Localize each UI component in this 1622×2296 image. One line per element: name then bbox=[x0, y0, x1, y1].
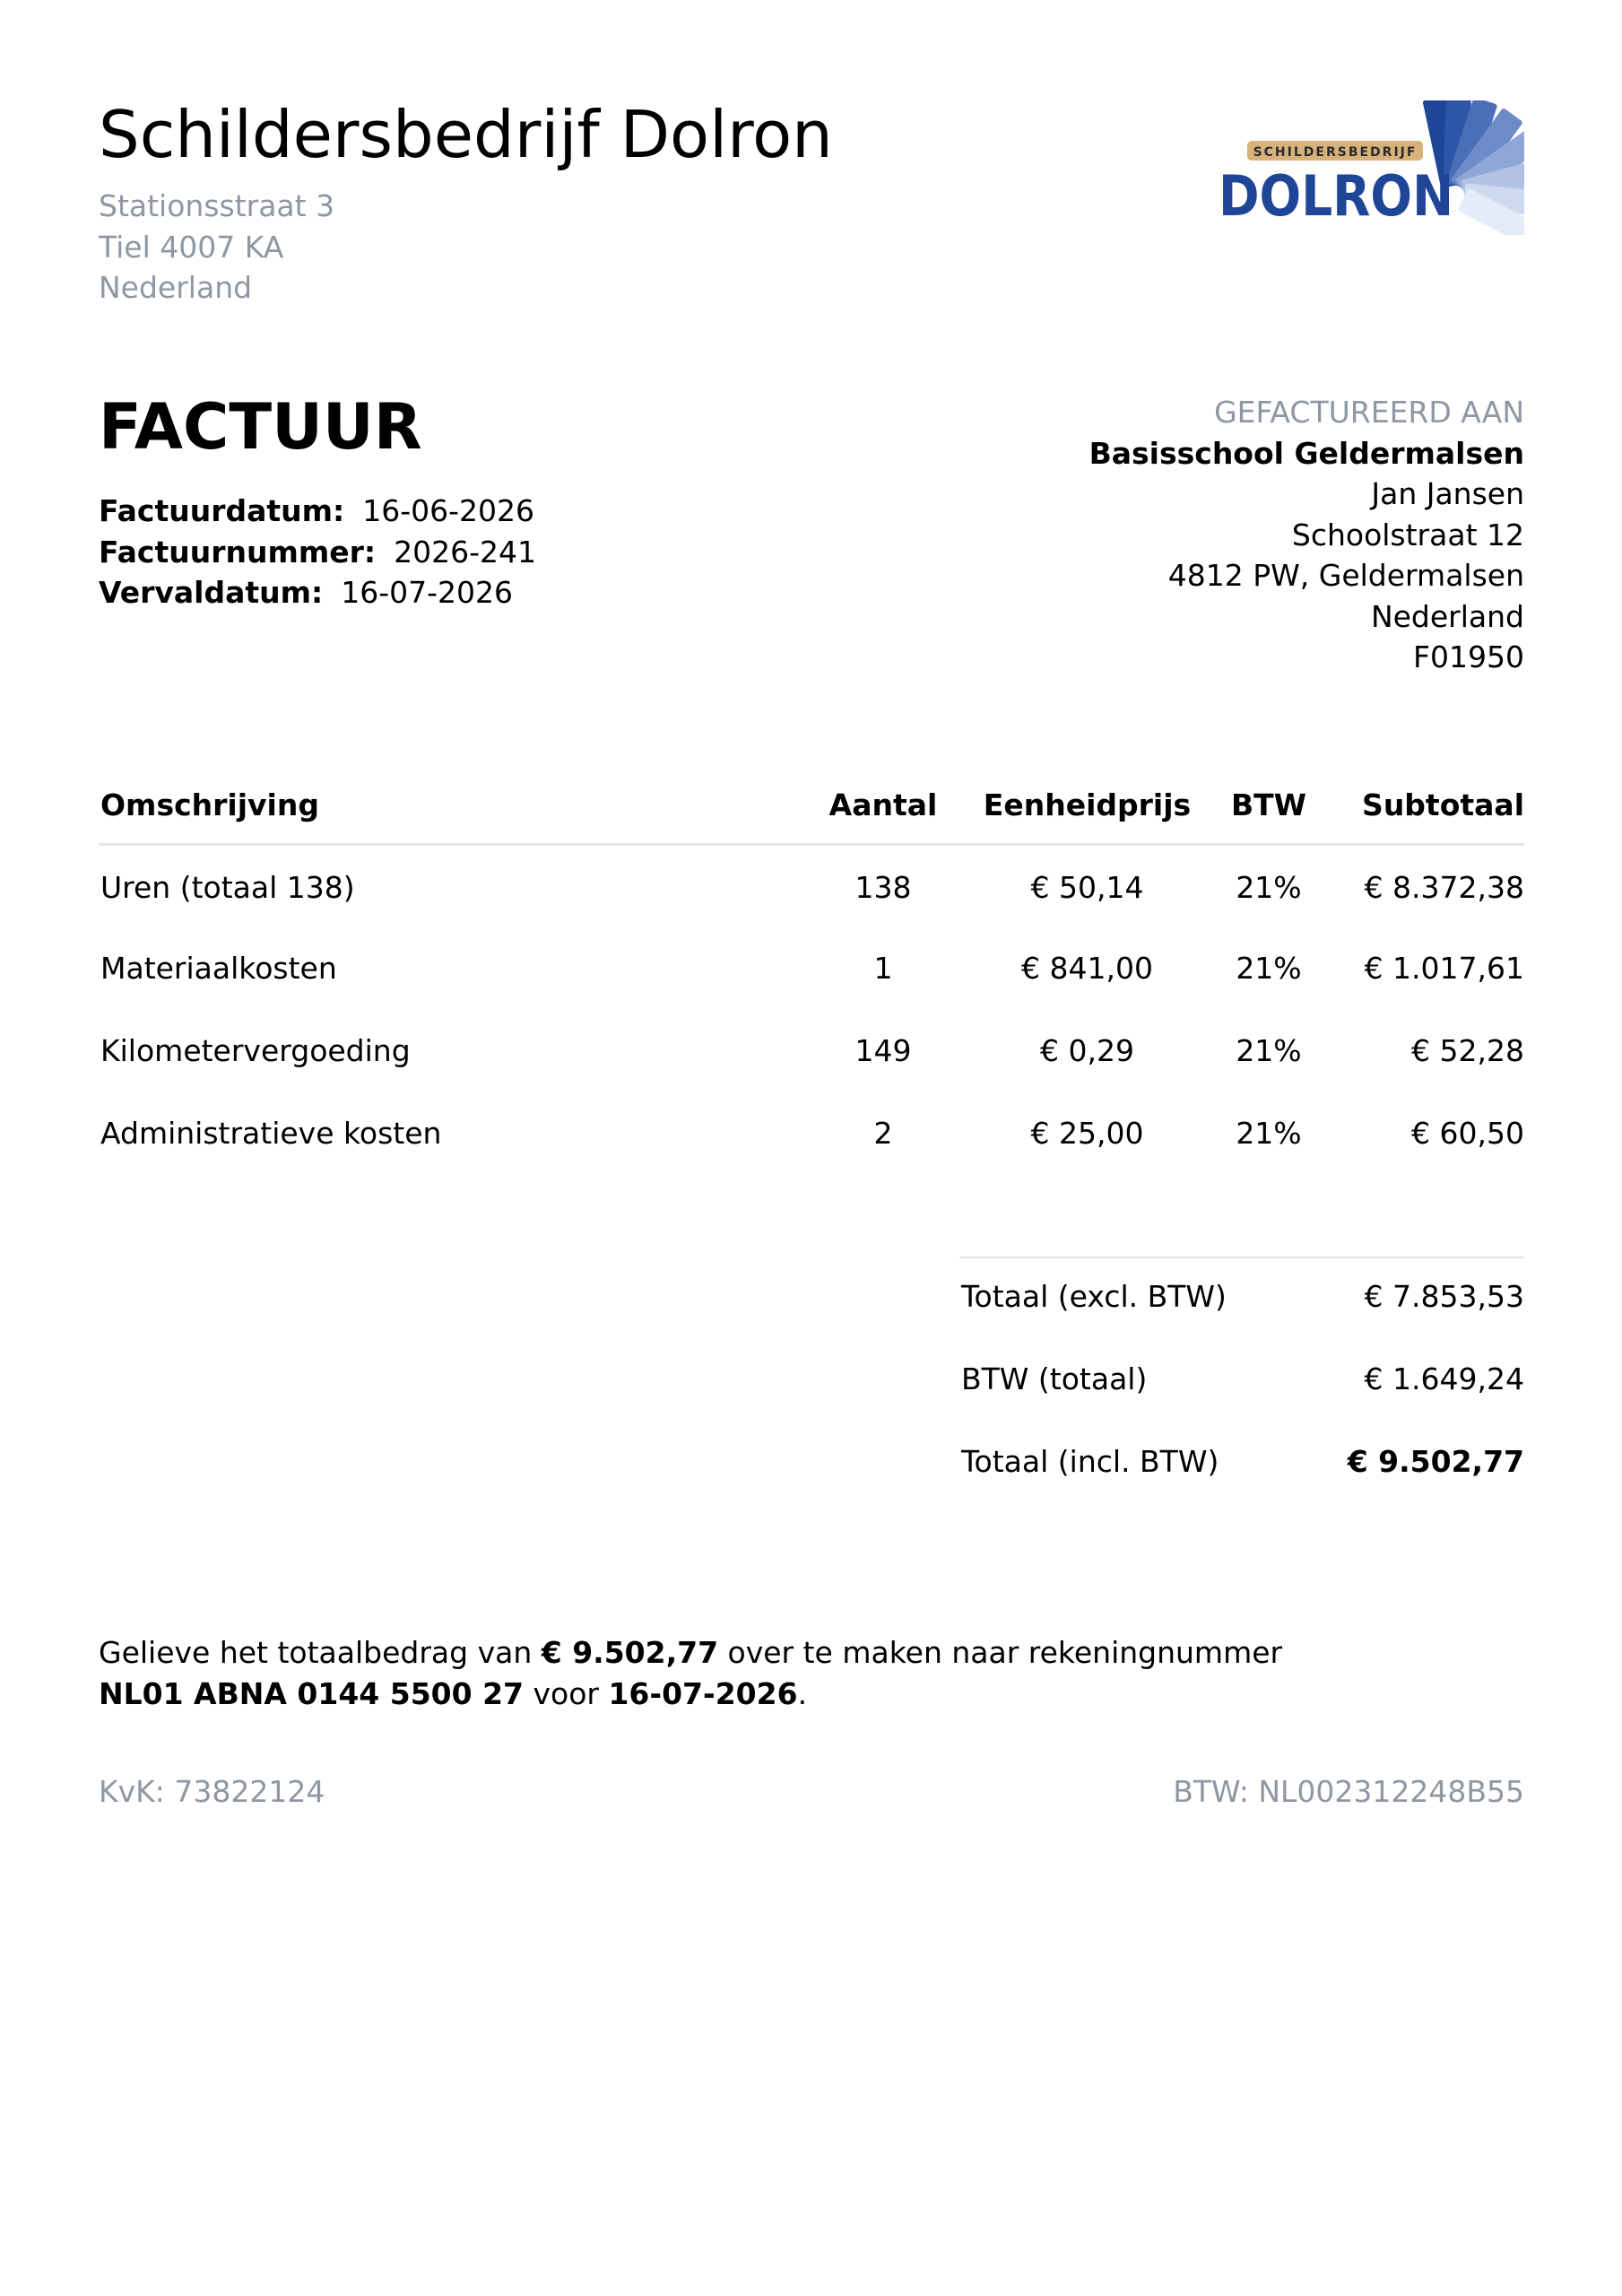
table-row-quantity: 138 bbox=[854, 870, 912, 905]
column-header-subtotal: Subtotaal bbox=[1362, 787, 1524, 822]
total-incl-label: Totaal (incl. BTW) bbox=[961, 1444, 1219, 1479]
table-row-unit-price: € 50,14 bbox=[1030, 870, 1144, 905]
company-city: Tiel 4007 KA bbox=[99, 230, 284, 265]
totals-divider bbox=[959, 1257, 1524, 1258]
table-row-description: Uren (totaal 138) bbox=[100, 870, 355, 905]
payment-amount: € 9.502,77 bbox=[541, 1635, 719, 1670]
table-row-quantity: 1 bbox=[873, 951, 893, 986]
invoice-date: 16-06-2026 bbox=[362, 493, 534, 528]
payment-note-line1 bbox=[99, 1632, 1282, 1674]
logo-text-top: SCHILDERSBEDRIJF bbox=[1253, 145, 1418, 160]
table-row-description: Materiaalkosten bbox=[100, 951, 337, 986]
table-row-description: Administratieve kosten bbox=[100, 1116, 442, 1151]
table-row-subtotal: € 1.017,61 bbox=[1364, 951, 1524, 986]
invoice-number-label: Factuurnummer: bbox=[99, 535, 377, 570]
company-logo bbox=[1215, 100, 1524, 235]
table-row-subtotal: € 60,50 bbox=[1411, 1116, 1524, 1151]
column-header-unit-price: Eenheidprijs bbox=[983, 787, 1192, 822]
invoice-date-row bbox=[99, 493, 534, 529]
document-title: FACTUUR bbox=[99, 390, 422, 464]
bill-to-city: 4812 PW, Geldermalsen bbox=[1167, 558, 1524, 593]
due-date-row bbox=[99, 575, 513, 611]
table-row-unit-price: € 0,29 bbox=[1040, 1033, 1134, 1068]
total-incl-value: € 9.502,77 bbox=[1347, 1444, 1524, 1479]
payment-text-2: over te maken naar rekeningnummer bbox=[718, 1635, 1283, 1670]
table-row-quantity: 149 bbox=[854, 1033, 912, 1068]
table-header-divider bbox=[99, 843, 1524, 846]
table-row-unit-price: € 25,00 bbox=[1030, 1116, 1144, 1151]
table-row-vat: 21% bbox=[1236, 1116, 1302, 1151]
company-country: Nederland bbox=[99, 270, 253, 305]
invoice-date-label: Factuurdatum: bbox=[99, 493, 345, 528]
column-header-quantity: Aantal bbox=[828, 787, 938, 822]
column-header-vat: BTW bbox=[1230, 787, 1307, 822]
table-row-quantity: 2 bbox=[873, 1116, 893, 1151]
payment-due: 16-07-2026 bbox=[608, 1676, 798, 1711]
invoice-number-row bbox=[99, 535, 536, 570]
due-date-label: Vervaldatum: bbox=[99, 575, 324, 610]
total-excl-value: € 7.853,53 bbox=[1364, 1279, 1524, 1314]
column-header-description: Omschrijving bbox=[100, 787, 319, 822]
payment-text-4: . bbox=[797, 1676, 808, 1711]
company-street: Stationsstraat 3 bbox=[99, 188, 335, 223]
payment-text-1: Gelieve het totaalbedrag van bbox=[99, 1635, 542, 1670]
company-name: Schildersbedrijf Dolron bbox=[99, 97, 833, 172]
due-date: 16-07-2026 bbox=[341, 575, 514, 610]
total-vat-value: € 1.649,24 bbox=[1364, 1361, 1524, 1396]
total-vat-label: BTW (totaal) bbox=[961, 1361, 1148, 1396]
table-row-vat: 21% bbox=[1236, 870, 1302, 905]
table-row-vat: 21% bbox=[1236, 1033, 1302, 1068]
bill-to-code: F01950 bbox=[1413, 639, 1524, 674]
invoice-number: 2026-241 bbox=[394, 535, 536, 570]
bill-to-name: Basisschool Geldermalsen bbox=[1089, 436, 1524, 471]
table-row-subtotal: € 8.372,38 bbox=[1364, 870, 1524, 905]
payment-note-line2 bbox=[99, 1674, 807, 1715]
footer-kvk: KvK: 73822124 bbox=[99, 1774, 325, 1809]
table-row-subtotal: € 52,28 bbox=[1411, 1033, 1524, 1068]
table-row-description: Kilometervergoeding bbox=[100, 1033, 411, 1068]
payment-text-3: voor bbox=[524, 1676, 609, 1711]
bill-to-contact: Jan Jansen bbox=[1371, 476, 1524, 511]
table-row-unit-price: € 841,00 bbox=[1021, 951, 1153, 986]
logo-text-main: DOLRON bbox=[1219, 163, 1453, 229]
bill-to-country: Nederland bbox=[1370, 599, 1524, 634]
payment-iban: NL01 ABNA 0144 5500 27 bbox=[99, 1676, 524, 1711]
table-row-vat: 21% bbox=[1236, 951, 1302, 986]
bill-to-label: GEFACTUREERD AAN bbox=[1214, 395, 1524, 430]
bill-to-street: Schoolstraat 12 bbox=[1291, 517, 1524, 552]
footer-btw: BTW: NL002312248B55 bbox=[1173, 1774, 1524, 1809]
total-excl-label: Totaal (excl. BTW) bbox=[961, 1279, 1227, 1314]
